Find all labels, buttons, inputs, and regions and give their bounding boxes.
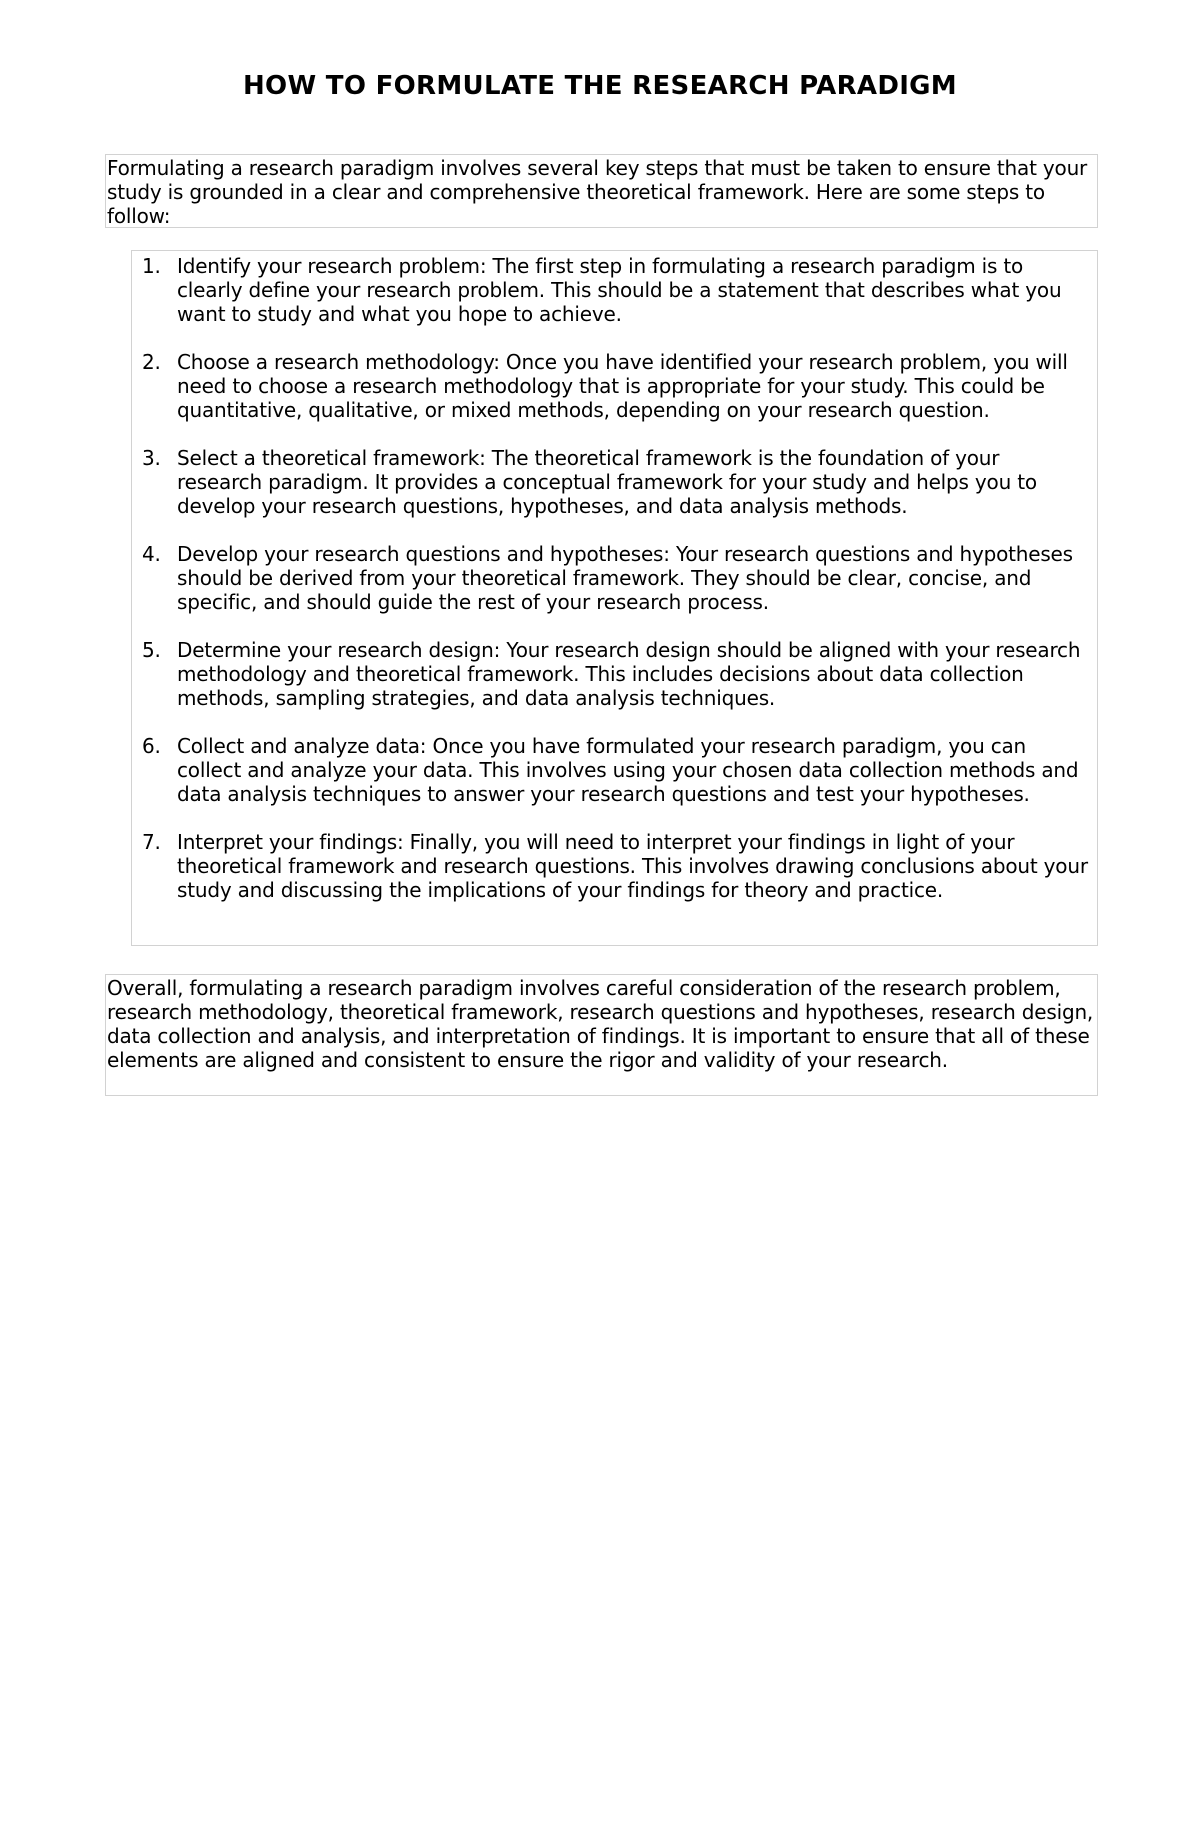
- steps-text-box: [131, 250, 1098, 946]
- step-number: 3.: [142, 446, 161, 470]
- document-title: HOW TO FORMULATE THE RESEARCH PARADIGM: [243, 71, 957, 101]
- step-number: 2.: [142, 350, 161, 374]
- step-number: 7.: [142, 830, 161, 854]
- intro-text-box: [105, 154, 1098, 228]
- step-text: Collect and analyze data: Once you have formulated your research paradigm, you can collect and analyze your data. This involves using your chosen data collection methods and data analysis techniques to answer your research questions and test your hypotheses.: [177, 734, 1079, 806]
- intro-paragraph: Formulating a research paradigm involves several key steps that must be taken to ensure that your study is grounded in a clear and comprehensive theoretical framework. Here are some steps to follow:: [107, 156, 1088, 228]
- step-text: Determine your research design: Your research design should be aligned with your research methodology and theoretical framework. This includes decisions about data collection methods, sampling strategies, and data analysis techniques.: [177, 638, 1081, 710]
- step-text: Develop your research questions and hypotheses: Your research questions and hypotheses should be derived from your theoretical framework. They should be clear, concise, and specific, and should guide the rest of your research process.: [177, 542, 1073, 614]
- steps-list: [132, 254, 1097, 902]
- step-number: 6.: [142, 734, 161, 758]
- step-number: 5.: [142, 638, 161, 662]
- step-item-3: [132, 446, 1097, 518]
- step-item-6: [132, 734, 1097, 806]
- step-item-7: [132, 830, 1097, 902]
- step-text: Select a theoretical framework: The theoretical framework is the foundation of your research paradigm. It provides a conceptual framework for your study and helps you to develop your research questions, hypotheses, and data analysis methods.: [177, 446, 1037, 518]
- step-item-2: [132, 350, 1097, 422]
- conclusion-text-box: [105, 974, 1098, 1096]
- step-text: Interpret your findings: Finally, you will need to interpret your findings in light of your theoretical framework and research questions. This involves drawing conclusions about your study and discussing the implications of your findings for theory and practice.: [177, 830, 1088, 902]
- step-item-5: [132, 638, 1097, 710]
- step-text: Identify your research problem: The first step in formulating a research paradigm is to clearly define your research problem. This should be a statement that describes what you want to study and what you hope to achieve.: [177, 254, 1062, 326]
- conclusion-paragraph: Overall, formulating a research paradigm involves careful consideration of the research problem, research methodology, theoretical framework, research questions and hypotheses, research design, data collection and analysis, and interpretation of findings. It is important to ensure that all of these elements are aligned and consistent to ensure the rigor and validity of your research.: [107, 976, 1094, 1072]
- step-text: Choose a research methodology: Once you have identified your research problem, you will need to choose a research methodology that is appropriate for your study. This could be quantitative, qualitative, or mixed methods, depending on your research question.: [177, 350, 1068, 422]
- step-number: 4.: [142, 542, 161, 566]
- step-item-1: [132, 254, 1097, 326]
- step-number: 1.: [142, 254, 161, 278]
- step-item-4: [132, 542, 1097, 614]
